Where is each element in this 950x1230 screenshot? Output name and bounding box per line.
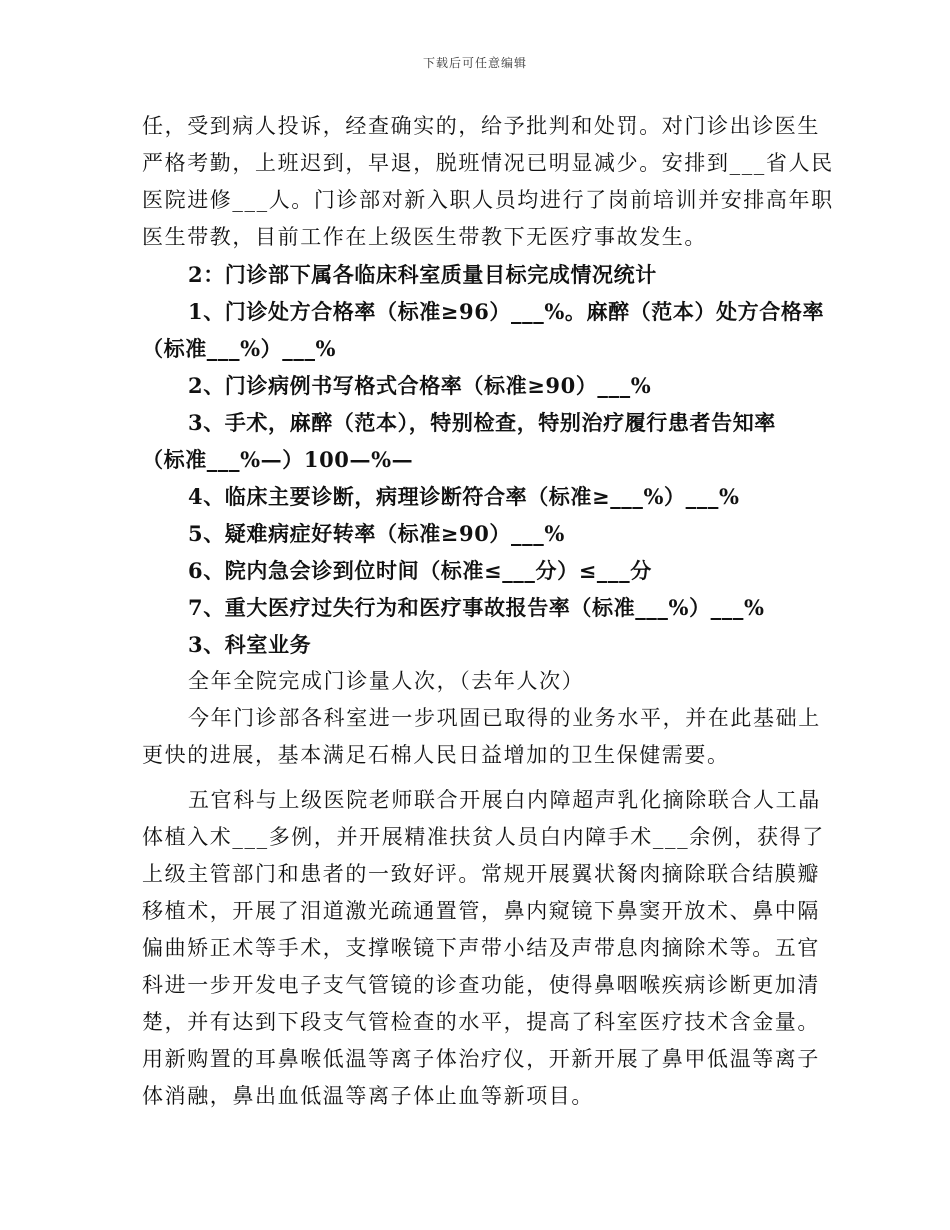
- text-line: 用新购置的耳鼻喉低温等离子体治疗仪，开新开展了鼻甲低温等离子: [142, 1047, 820, 1071]
- paragraph-ent-department: [142, 782, 825, 1115]
- text-line: 1、门诊处方合格率（标准≥96）___%。麻醉（范本）处方合格率: [188, 299, 825, 324]
- text-line: （标准___%）___%: [142, 336, 337, 361]
- text-line: 五官科与上级医院老师联合开展白内障超声乳化摘除联合人工晶: [188, 788, 821, 812]
- text-line: （标准___%—）100—%—: [142, 447, 414, 472]
- paragraph-progress: [142, 700, 821, 774]
- text-line: 医生带教，目前工作在上级医生带教下无医疗事故发生。: [142, 225, 707, 249]
- page-header-note: 下载后可任意编辑: [422, 56, 527, 70]
- text-line: 体植入术___多例，并开展精准扶贫人员白内障手术___余例，获得了: [142, 825, 825, 849]
- quality-item-6: 6、院内急会诊到位时间（标准≤___分）≤___分: [188, 558, 652, 583]
- quality-item-2: 2、门诊病例书写格式合格率（标准≥90）___%: [188, 373, 652, 398]
- quality-item-4: 4、临床主要诊断，病理诊断符合率（标准≥___%）___%: [188, 484, 740, 509]
- text-line: 今年门诊部各科室进一步巩固已取得的业务水平，并在此基础上: [188, 706, 821, 730]
- text-line: 偏曲矫正术等手术，支撑喉镜下声带小结及声带息肉摘除术等。五官: [142, 936, 820, 960]
- section-3-heading: 3、科室业务: [188, 632, 312, 657]
- text-line: 更快的进展，基本满足石棉人民日益增加的卫生保健需要。: [142, 743, 730, 767]
- quality-item-3: [142, 404, 814, 478]
- text-line: 楚，并有达到下段支气管检查的水平，提高了科室医疗技术含金量。: [142, 1010, 820, 1034]
- quality-item-1: [142, 293, 825, 367]
- text-line: 3、手术，麻醉（范本），特别检查，特别治疗履行患者告知率: [188, 410, 776, 435]
- paragraph-staff-management: [142, 108, 834, 256]
- text-line: 科进一步开发电子支气管镜的诊查功能，使得鼻咽喉疾病诊断更加清: [142, 973, 820, 997]
- text-line: 上级主管部门和患者的一致好评。常规开展翼状胬肉摘除联合结膜瓣: [142, 862, 820, 886]
- section-2-heading: 2：门诊部下属各临床科室质量目标完成情况统计: [188, 262, 657, 287]
- paragraph-annual-volume: 全年全院完成门诊量人次，（去年人次）: [188, 669, 585, 693]
- text-line: 任，受到病人投诉，经查确实的，给予批判和处罚。对门诊出诊医生: [142, 114, 820, 138]
- document-body: [142, 108, 834, 1115]
- text-line: 医院进修___人。门诊部对新入职人员均进行了岗前培训并安排高年职: [142, 188, 834, 212]
- quality-item-7: 7、重大医疗过失行为和医疗事故报告率（标准___%）___%: [188, 595, 765, 620]
- text-line: 严格考勤，上班迟到，早退，脱班情况已明显减少。安排到___省人民: [142, 151, 834, 175]
- quality-item-5: 5、疑难病症好转率（标准≥90）___%: [188, 521, 565, 546]
- text-line: 移植术，开展了泪道激光疏通置管，鼻内窥镜下鼻窦开放术、鼻中隔: [142, 899, 820, 923]
- text-line: 体消融，鼻出血低温等离子体止血等新项目。: [142, 1084, 594, 1108]
